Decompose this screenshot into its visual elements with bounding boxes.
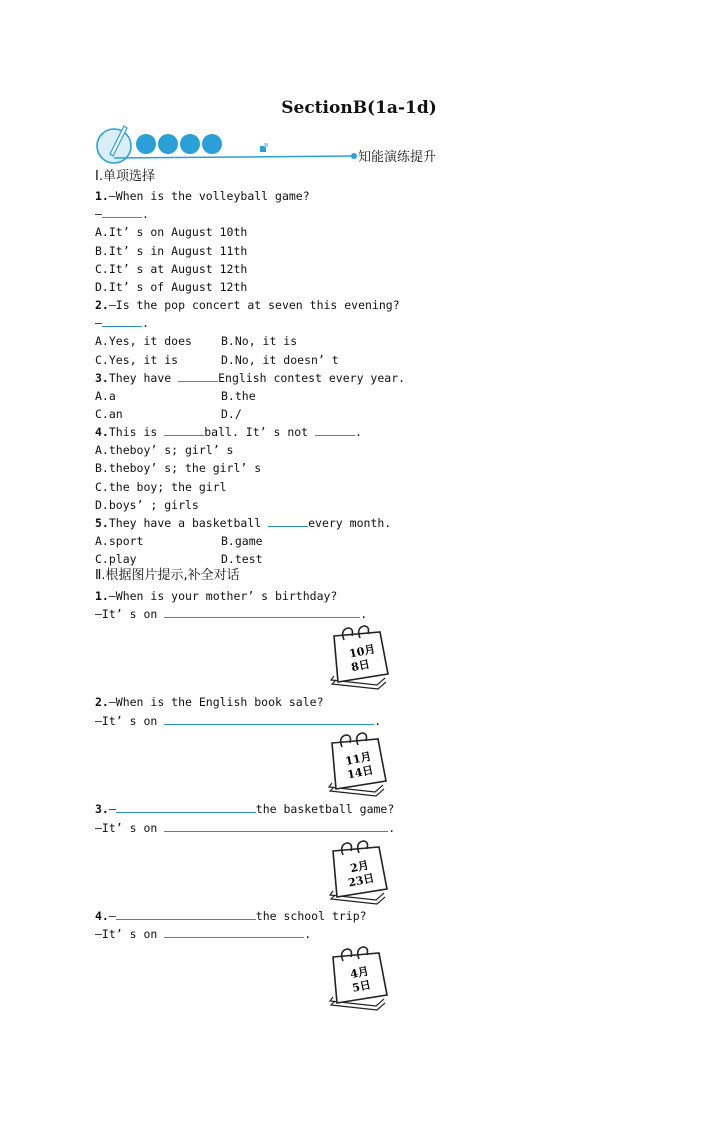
option-d: D.It’ s of August 12th [95,280,248,294]
answer-blank[interactable] [116,908,256,920]
option-d: D./ [221,407,242,421]
question-5: 5.They have a basketball every month. [95,516,392,530]
banner-label: 知能演练提升 [358,150,437,165]
calendar-month: 10月 [348,642,377,661]
option-b: B.theboy’ s; the girl’ s [95,461,262,475]
dialog-3-question: 3.— the basketball game? [95,802,395,816]
answer-blank[interactable] [178,370,218,382]
calendar-day: 23日 [347,871,376,890]
option-a: A.theboy’ s; girl’ s [95,443,234,457]
question-2: 2.—Is the pop concert at seven this evening? [95,298,400,312]
answer-blank[interactable] [164,820,388,832]
calendar-day: 14日 [346,763,375,782]
question-4: 4.This is ball. It’ s not . [95,425,362,439]
calendar-month: 4月 [349,964,371,982]
option-d: D.test [221,552,263,566]
option-d: D.boys’ ; girls [95,498,199,512]
calendar-icon [326,729,390,797]
calendar-day: 5日 [351,978,372,995]
option-c: C.play [95,552,137,566]
option-c: C.the boy; the girl [95,480,227,494]
calendar-day: 8日 [350,657,372,675]
answer-blank[interactable] [102,315,142,327]
question-3: 3.They have English contest every year. [95,371,406,385]
dialog-2-answer: —It’ s on . [95,714,382,728]
option-a: A.a [95,389,116,403]
option-c: C.Yes, it is [95,353,179,367]
option-a: A.sport [95,534,144,548]
page-title: SectionB(1a-1d) [281,98,437,118]
dialog-2-question: 2.—When is the English book sale? [95,695,324,709]
dialog-4-answer: —It’ s on . [95,927,312,941]
option-b: B.It’ s in August 11th [95,244,248,258]
question-1: 1.—When is the volleyball game? [95,189,310,203]
answer-blank[interactable] [164,713,374,725]
calendar-month: 11月 [344,749,373,769]
section2-heading: Ⅱ.根据图片提示,补全对话 [95,568,240,583]
answer-blank[interactable] [164,926,304,938]
calendar-icon [328,622,392,690]
answer-blank[interactable] [164,424,204,436]
dialog-3-answer: —It’ s on . [95,821,396,835]
dialog-1-question: 1.—When is your mother’ s birthday? [95,589,338,603]
calendar-icon [327,943,391,1011]
dialog-1-answer: —It’ s on . [95,607,368,621]
question-2-answer-line: — . [95,316,149,330]
answer-blank[interactable] [116,801,256,813]
option-b: B.the [221,389,256,403]
answer-blank[interactable] [102,206,142,218]
option-a: A.It’ s on August 10th [95,225,248,239]
answer-blank[interactable] [315,424,355,436]
option-b: B.No, it is [221,334,298,348]
calendar-icon [327,837,391,905]
option-c: C.an [95,407,123,421]
answer-blank[interactable] [164,606,360,618]
option-b: B.game [221,534,263,548]
dialog-4-question: 4.— the school trip? [95,909,367,923]
answer-blank[interactable] [268,515,308,527]
calendar-month: 2月 [349,858,371,876]
section1-heading: Ⅰ.单项选择 [95,169,155,184]
option-d: D.No, it doesn’ t [221,353,339,367]
option-c: C.It’ s at August 12th [95,262,248,276]
option-a: A.Yes, it does [95,334,192,348]
question-1-answer-line: — . [95,207,149,221]
